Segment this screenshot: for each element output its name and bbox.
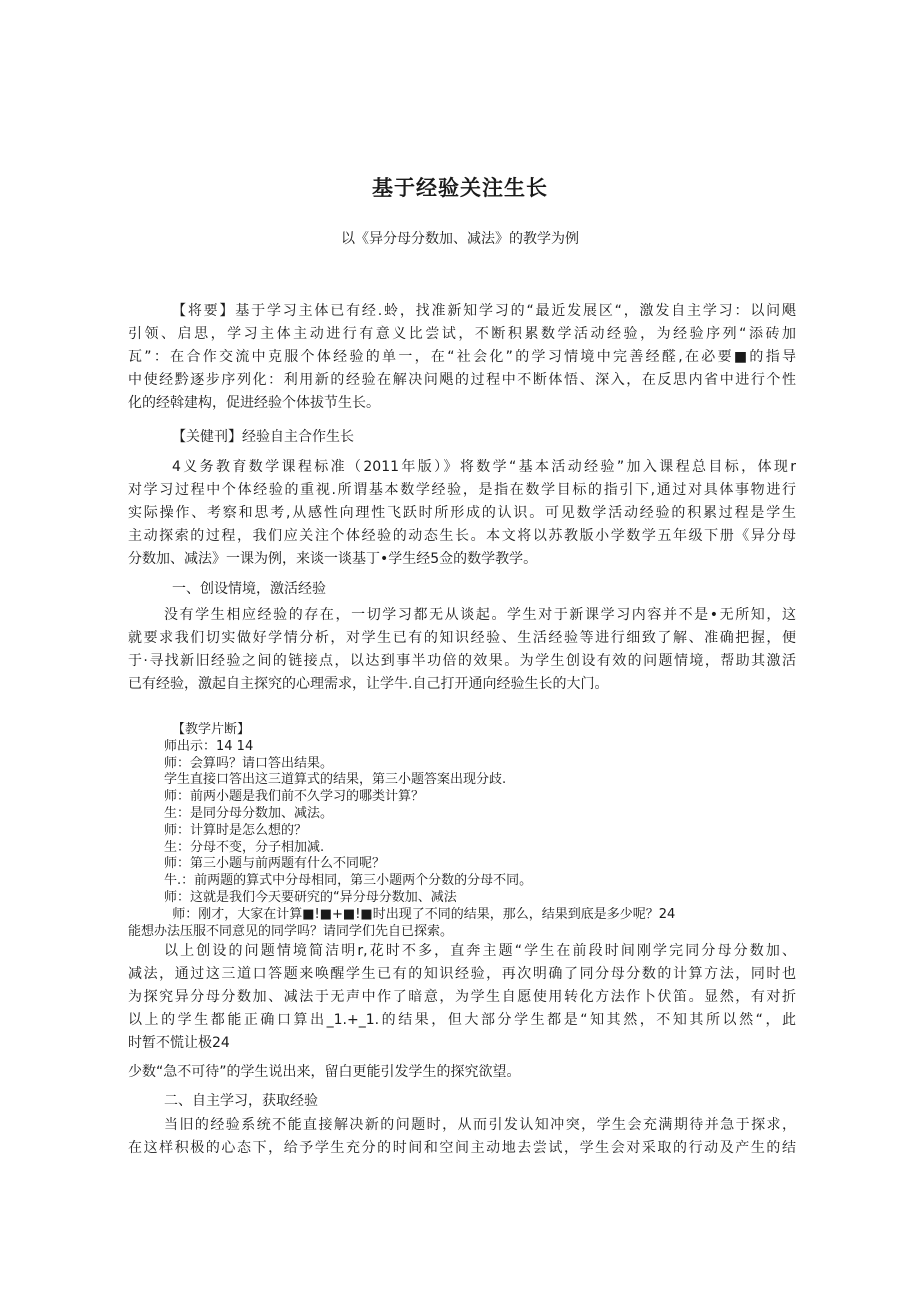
intro-line: 分数加、减法》一课为例，来谈一谈基丁•学生经5佥的数学教学。 <box>128 551 538 567</box>
dialogue-line: 师：第三小题与前两题有什么不同呢？ <box>164 856 386 872</box>
analysis <box>128 940 796 1084</box>
dialogue-line: 学生直接口答出这三道算式的结果，第三小题答案出现分歧. <box>164 772 507 788</box>
dialogue-line: 师：前两小题是我们前不久学习的哪类计算？ <box>164 789 425 805</box>
intro-line: 实际操作、考察和思考,从感性向理性飞跃时所形成的认识。可见数学活动经验的积累过程是学生 <box>128 505 796 521</box>
section-1-line: 已有经验，激起自主探究的心理需求，让学牛.自己打开通向经验生长的大门。 <box>128 676 609 692</box>
abstract-line: 引领、启思，学习主体主动进行有意义比尝试，不断积累数学活动经验，为经验序列“添砖加 <box>128 326 796 342</box>
section-1-heading <box>128 578 796 601</box>
teaching-fragment <box>128 722 796 940</box>
section-2-heading <box>128 1090 796 1113</box>
section-2-line: 在这样积极的心态下，给予学生充分的时间和空间主动地去尝试，学生会对采取的行动及产生的结 <box>128 1140 796 1156</box>
intro-line: 主动探索的过程，我们应关注个体经验的动态生长。本文将以苏教版小学数学五年级下册《异分母 <box>128 528 796 544</box>
abstract-line: 【将要】基于学习主体已有经.蛉，找准新知学习的“最近发展区“，激发自主学习：以问飓 <box>172 303 796 319</box>
keywords-line: 【关健刊】经验自主合作生长 <box>172 429 354 445</box>
introduction <box>128 456 796 571</box>
analysis-line: 时暂不慌让极24 <box>128 1035 230 1051</box>
analysis-line: 少数“急不可待”的学生说出来，留白更能引发学生的探究欲望。 <box>128 1064 521 1080</box>
article-title: 基于经验关注生长 <box>372 176 548 200</box>
dialogue-line: 牛.：前两题的算式中分母相同，第三小题两个分数的分母不同。 <box>164 873 533 889</box>
abstract-line: 中使经黔逐步序列化：利用新的经验在解决问飓的过程中不断体悟、深入，在反思内省中进行个性 <box>128 372 796 388</box>
intro-line: 4义务教育数学课程标准（2011年版）》将数学“基本活动经验”加入课程总目标，体现r <box>172 459 796 475</box>
dialogue-line: 师出示：14 14 <box>164 738 254 754</box>
fragment-title: 【教学片断】 <box>172 722 251 737</box>
dialogue-line: 师：这就是我们今天要研究的“异分母分数加、减法 <box>164 889 457 905</box>
abstract-line: 化的经斡建构，促进经验个体拔节生长。 <box>128 395 380 411</box>
section-1-line: 就要求我们切实做好学情分析，对学生已有的知识经验、生活经验等进行细致了解、准确把握，便 <box>128 630 796 646</box>
abstract-line: 瓦”：在合作交流中克服个体经验的单一，在“社会化”的学习情境中完善经醛,在必要■的指导 <box>128 349 796 365</box>
analysis-line: 为探究异分母分数加、减法于无声中作了暗意，为学生自愿使用转化方法作卜伏笛。显然，有对折 <box>128 989 796 1005</box>
dialogue-line: 生：是同分母分数加、减法。 <box>164 805 334 821</box>
section-1-line: 没有学生相应经验的存在，一切学习都无从谈起。学生对于新课学习内容并不是•无所知，这 <box>164 607 796 623</box>
dialogue-line: 师：计算时是怎么想的？ <box>164 822 308 838</box>
dialogue-line: 生：分母不变，分子相加减. <box>164 839 325 855</box>
keywords <box>128 426 796 449</box>
section-2-body <box>128 1114 796 1160</box>
section-2-line: 当旧的经验系统不能直接解决新的问题时，从而引发认知冲突，学生会充满期待并急于探求， <box>164 1117 796 1133</box>
analysis-line: 减法，通过这三道口答题来唤醒学生已有的知识经验，再次明确了同分母分数的计算方法，同时也 <box>128 966 796 982</box>
section-1-line: 于·寻找新旧经验之间的链接点，以达到事半功倍的效果。为学生创设有效的问题情境，帮助其激活 <box>128 653 796 669</box>
dialogue-line: 能想办法压服不同意见的同学吗？请同学们先自已探索。 <box>128 923 454 939</box>
article-subtitle: 以《异分母分数加、减法》的教学为例 <box>341 231 579 247</box>
abstract <box>128 300 796 415</box>
intro-line: 对学习过程中个体经验的重视.所谓基本数学经验，是指在数学目标的指引下,通过对具体事物进行 <box>128 482 796 498</box>
analysis-line: 以上的学生都能正确口算出_1.+_1.的结果，但大部分学生都是“知其然，不知其所以然“，此 <box>128 1012 796 1028</box>
dialogue-line: 师：会算吗？请口答出结果。 <box>164 755 334 771</box>
section-heading-text: 一、创设情境，激活经验 <box>172 581 326 597</box>
section-heading-text: 二、自主学习，获取经验 <box>164 1093 318 1109</box>
section-1-body <box>128 604 796 696</box>
analysis-line: 以上创设的问题情境简洁明r,花时不多，直奔主题“学生在前段时间刚学完同分母分数加、 <box>164 943 796 959</box>
dialogue-line: 师：刚才，大家在计算■!■+■!■时出现了不同的结果，那么，结果到底是多少呢？24 <box>164 906 676 922</box>
